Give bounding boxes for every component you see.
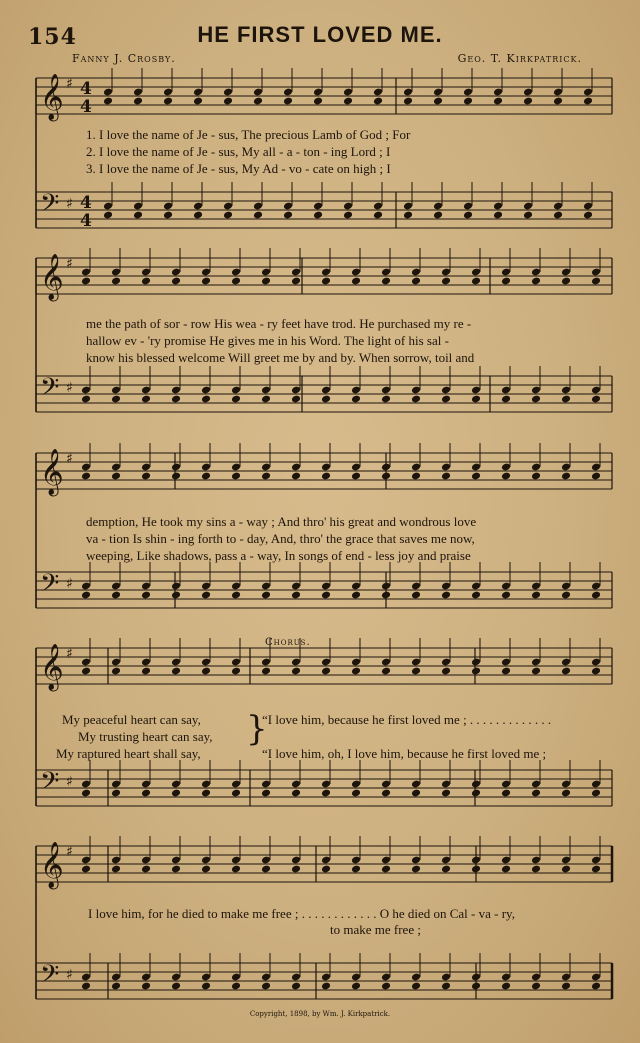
note-head <box>231 591 241 600</box>
note-head <box>501 982 511 991</box>
note-head <box>411 395 421 404</box>
note-head <box>253 211 263 220</box>
bass-clef: 𝄢 <box>40 373 60 408</box>
note-head <box>231 789 241 798</box>
note-head <box>231 982 241 991</box>
note-head <box>81 591 91 600</box>
note-head <box>231 667 241 676</box>
note-head <box>313 97 323 106</box>
note-head <box>561 789 571 798</box>
key-signature-sharp: ♯ <box>66 76 73 92</box>
chorus-verse-1: My peaceful heart can say, <box>62 712 201 727</box>
note-head <box>201 472 211 481</box>
note-head <box>561 982 571 991</box>
key-signature-sharp: ♯ <box>66 451 73 467</box>
note-head <box>171 789 181 798</box>
note-head <box>81 982 91 991</box>
note-head <box>351 982 361 991</box>
note-head <box>471 277 481 286</box>
note-head <box>111 982 121 991</box>
note-head <box>591 865 601 874</box>
note-head <box>223 211 233 220</box>
note-head <box>381 277 391 286</box>
note-head <box>291 277 301 286</box>
note-head <box>441 789 451 798</box>
note-head <box>81 865 91 874</box>
note-head <box>321 395 331 404</box>
note-head <box>501 865 511 874</box>
note-head <box>561 277 571 286</box>
note-head <box>441 591 451 600</box>
key-signature-sharp: ♯ <box>66 967 73 983</box>
note-head <box>471 395 481 404</box>
note-head <box>261 277 271 286</box>
note-head <box>81 472 91 481</box>
note-head <box>261 982 271 991</box>
key-signature-sharp: ♯ <box>66 380 73 396</box>
note-head <box>351 395 361 404</box>
hymn-title: HE FIRST LOVED ME. <box>197 22 443 47</box>
note-head <box>261 667 271 676</box>
note-head <box>553 211 563 220</box>
note-head <box>441 667 451 676</box>
note-head <box>141 982 151 991</box>
note-head <box>501 472 511 481</box>
system-1-verse-1: 1. I love the name of Je - sus, The precious Lamb of God ; For <box>86 127 411 142</box>
note-head <box>291 395 301 404</box>
time-signature-top: 4 <box>80 79 92 99</box>
note-head <box>81 395 91 404</box>
note-head <box>403 97 413 106</box>
note-head <box>531 591 541 600</box>
note-head <box>171 591 181 600</box>
note-head <box>81 667 91 676</box>
note-head <box>313 211 323 220</box>
note-head <box>141 789 151 798</box>
note-head <box>441 277 451 286</box>
note-head <box>201 982 211 991</box>
key-signature-sharp: ♯ <box>66 256 73 272</box>
note-head <box>493 97 503 106</box>
note-head <box>501 667 511 676</box>
copyright-notice: Copyright, 1898, by Wm. J. Kirkpatrick. <box>249 1010 391 1018</box>
note-head <box>171 865 181 874</box>
note-head <box>231 277 241 286</box>
note-head <box>253 97 263 106</box>
note-head <box>381 395 391 404</box>
note-head <box>463 97 473 106</box>
treble-clef: 𝄞 <box>40 74 64 120</box>
note-head <box>441 472 451 481</box>
note-head <box>111 395 121 404</box>
note-head <box>231 865 241 874</box>
note-head <box>501 789 511 798</box>
note-head <box>163 97 173 106</box>
note-head <box>343 211 353 220</box>
chorus-response-1: “I love him, because he first loved me ; . . . . . . . . . . . . . <box>262 712 552 727</box>
note-head <box>501 591 511 600</box>
note-head <box>261 865 271 874</box>
note-head <box>433 97 443 106</box>
note-head <box>321 277 331 286</box>
note-head <box>471 472 481 481</box>
note-head <box>381 982 391 991</box>
note-head <box>171 472 181 481</box>
treble-clef: 𝄞 <box>40 449 64 495</box>
note-head <box>171 982 181 991</box>
note-head <box>531 789 541 798</box>
note-head <box>81 277 91 286</box>
system-3-verse-2: va - tion Is shin - ing forth to - day, And, thro' the grace that saves me now, <box>86 531 475 546</box>
bass-clef: 𝄢 <box>40 960 60 995</box>
key-signature-sharp: ♯ <box>66 196 73 212</box>
note-head <box>411 789 421 798</box>
treble-clef: 𝄞 <box>40 644 64 690</box>
note-head <box>133 211 143 220</box>
note-head <box>531 982 541 991</box>
note-head <box>493 211 503 220</box>
note-head <box>231 472 241 481</box>
chorus-verse-2: My trusting heart can say, <box>78 729 213 744</box>
bass-clef: 𝄢 <box>40 189 60 224</box>
note-head <box>351 667 361 676</box>
treble-clef: 𝄞 <box>40 254 64 300</box>
note-head <box>111 789 121 798</box>
note-head <box>531 865 541 874</box>
note-head <box>441 865 451 874</box>
note-head <box>111 277 121 286</box>
note-head <box>291 591 301 600</box>
note-head <box>381 472 391 481</box>
note-head <box>141 395 151 404</box>
note-head <box>111 667 121 676</box>
note-head <box>561 395 571 404</box>
key-signature-sharp: ♯ <box>66 646 73 662</box>
note-head <box>171 395 181 404</box>
system-2-verse-3: know his blessed welcome Will greet me by and by. When sorrow, toil and <box>86 350 475 365</box>
note-head <box>591 667 601 676</box>
note-head <box>133 97 143 106</box>
note-head <box>553 97 563 106</box>
note-head <box>111 865 121 874</box>
note-head <box>81 789 91 798</box>
note-head <box>291 667 301 676</box>
note-head <box>411 277 421 286</box>
note-head <box>111 472 121 481</box>
note-head <box>223 97 233 106</box>
note-head <box>261 472 271 481</box>
note-head <box>103 97 113 106</box>
note-head <box>471 667 481 676</box>
note-head <box>411 591 421 600</box>
note-head <box>141 865 151 874</box>
note-head <box>261 591 271 600</box>
note-head <box>201 395 211 404</box>
note-head <box>523 97 533 106</box>
note-head <box>591 472 601 481</box>
note-head <box>321 982 331 991</box>
note-head <box>111 591 121 600</box>
note-head <box>471 865 481 874</box>
system-3-verse-1: demption, He took my sins a - way ; And thro' his great and wondrous love <box>86 514 477 529</box>
note-head <box>591 789 601 798</box>
page-number: 154 <box>28 24 77 50</box>
note-head <box>201 667 211 676</box>
note-head <box>583 97 593 106</box>
note-head <box>441 395 451 404</box>
note-head <box>141 591 151 600</box>
note-head <box>291 865 301 874</box>
note-head <box>591 982 601 991</box>
system-1-verse-3: 3. I love the name of Je - sus, My Ad - vo - cate on high ; I <box>86 161 391 176</box>
key-signature-sharp: ♯ <box>66 774 73 790</box>
note-head <box>583 211 593 220</box>
key-signature-sharp: ♯ <box>66 844 73 860</box>
system-5-line-1: I love him, for he died to make me free ; . . . . . . . . . . . . O he died on Cal - va - ry, <box>88 906 515 921</box>
note-head <box>171 667 181 676</box>
note-head <box>193 211 203 220</box>
note-head <box>501 395 511 404</box>
note-head <box>381 667 391 676</box>
note-head <box>141 277 151 286</box>
note-head <box>471 591 481 600</box>
note-head <box>433 211 443 220</box>
note-head <box>321 472 331 481</box>
note-head <box>523 211 533 220</box>
note-head <box>321 591 331 600</box>
note-head <box>441 982 451 991</box>
note-head <box>103 211 113 220</box>
chorus-verse-3: My raptured heart shall say, <box>56 746 201 761</box>
note-head <box>163 211 173 220</box>
note-head <box>411 472 421 481</box>
note-head <box>321 789 331 798</box>
note-head <box>201 591 211 600</box>
note-head <box>201 865 211 874</box>
note-head <box>381 591 391 600</box>
note-head <box>561 472 571 481</box>
note-head <box>291 789 301 798</box>
note-head <box>193 97 203 106</box>
note-head <box>291 472 301 481</box>
note-head <box>141 667 151 676</box>
key-signature-sharp: ♯ <box>66 576 73 592</box>
system-1-verse-2: 2. I love the name of Je - sus, My all - a - ton - ing Lord ; I <box>86 144 391 159</box>
note-head <box>351 865 361 874</box>
note-head <box>531 472 541 481</box>
note-head <box>531 395 541 404</box>
system-5-line-2: to make me free ; <box>330 922 421 937</box>
note-head <box>261 789 271 798</box>
composer-credit: Geo. T. Kirkpatrick. <box>457 52 582 65</box>
note-head <box>531 667 541 676</box>
note-head <box>351 789 361 798</box>
note-head <box>411 865 421 874</box>
note-head <box>561 591 571 600</box>
note-head <box>471 982 481 991</box>
note-head <box>411 982 421 991</box>
note-head <box>261 395 271 404</box>
chorus-label: Chorus. <box>265 637 311 648</box>
note-head <box>351 472 361 481</box>
treble-clef: 𝄞 <box>40 842 64 888</box>
note-head <box>231 395 241 404</box>
note-head <box>561 865 571 874</box>
note-head <box>321 865 331 874</box>
note-head <box>411 667 421 676</box>
note-head <box>561 667 571 676</box>
note-head <box>381 865 391 874</box>
note-head <box>171 277 181 286</box>
system-3-verse-3: weeping, Like shadows, pass a - way, In songs of end - less joy and praise <box>86 548 471 563</box>
system-2-verse-2: hallow ev - 'ry promise He gives me in his Word. The light of his sal - <box>86 333 449 348</box>
note-head <box>343 97 353 106</box>
note-head <box>351 277 361 286</box>
note-head <box>373 211 383 220</box>
bass-clef: 𝄢 <box>40 767 60 802</box>
note-head <box>403 211 413 220</box>
note-head <box>291 982 301 991</box>
note-head <box>201 789 211 798</box>
note-head <box>501 277 511 286</box>
note-head <box>381 789 391 798</box>
note-head <box>463 211 473 220</box>
time-signature-top: 4 <box>80 193 92 213</box>
time-signature-bottom: 4 <box>80 211 92 231</box>
note-head <box>321 667 331 676</box>
chorus-response-2: “I love him, oh, I love him, because he first loved me ; <box>262 746 547 761</box>
note-head <box>373 97 383 106</box>
note-head <box>141 472 151 481</box>
note-head <box>351 591 361 600</box>
lyric-brace: } <box>246 709 268 749</box>
note-head <box>591 395 601 404</box>
time-signature-bottom: 4 <box>80 97 92 117</box>
note-head <box>591 277 601 286</box>
note-head <box>283 97 293 106</box>
bass-clef: 𝄢 <box>40 569 60 604</box>
note-head <box>471 789 481 798</box>
lyricist-credit: Fanny J. Crosby. <box>72 52 176 65</box>
note-head <box>591 591 601 600</box>
note-head <box>201 277 211 286</box>
note-head <box>283 211 293 220</box>
note-head <box>531 277 541 286</box>
system-2-verse-1: me the path of sor - row His wea - ry feet have trod. He purchased my re - <box>86 316 472 331</box>
